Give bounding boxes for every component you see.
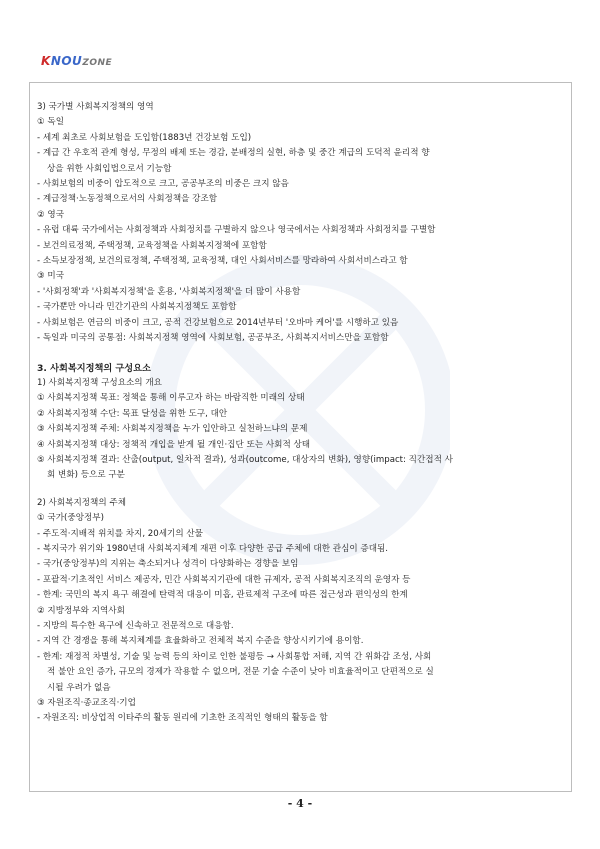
list-item: - 지방의 특수한 욕구에 신속하고 전문적으로 대응함. <box>37 621 234 631</box>
list-item: - 유럽 대륙 국가에서는 사회정책과 사회정치를 구별하지 않으나 영국에서는 사회정책과 사회정치를 구별함 <box>37 225 436 236</box>
list-item: ① 사회복지정책 목표: 정책을 통해 이루고자 하는 바람직한 미래의 상태 <box>37 393 305 404</box>
list-item: - 세계 최초로 사회보험을 도입함(1883년 건강보험 도입) <box>37 132 252 143</box>
entity-heading-state: ① 국가(중앙정부) <box>37 513 104 524</box>
document-body <box>37 100 565 727</box>
country-heading-uk: ② 영국 <box>37 209 65 220</box>
country-heading-germany: ① 독일 <box>37 117 65 128</box>
list-item: - 한계: 재정적 차별성, 기술 및 능력 등의 차이로 인한 불평등 → 사회통합 저해, 지역 간 위화감 조성, 사회 <box>37 651 432 662</box>
list-item: - 계급정책·노동정책으로서의 사회정책을 강조함 <box>37 194 218 205</box>
list-item: - 사회보험은 연금의 비중이 크고, 공적 건강보험으로 2014년부터 '오바마 케어'를 시행하고 있음 <box>37 317 399 328</box>
logo-zone: ZONE <box>82 58 113 68</box>
list-item: - 주도적·지배적 위치를 차지, 20세기의 산물 <box>37 528 203 539</box>
knouzone-logo <box>41 54 112 68</box>
subsection-title: 2) 사회복지정책의 주체 <box>37 497 126 508</box>
list-item: ④ 사회복지정책 대상: 정책적 개입을 받게 될 개인·집단 또는 사회적 상태 <box>37 439 311 450</box>
list-item: - 복지국가 위기와 1980년대 사회복지체계 재편 이후 다양한 공급 주체에 대한 관심이 증대됨. <box>37 543 389 554</box>
logo-letters-nou: NOU <box>50 54 83 68</box>
list-item: - 국가뿐만 아니라 민간기관의 사회복지정책도 포함함 <box>37 302 237 313</box>
list-item: - 소득보장정책, 보건의료정책, 주택정책, 교육정책, 대인 사회서비스를 망라하여 사회서비스라고 함 <box>37 256 408 267</box>
list-item-continuation: 회 변화) 등으로 구분 <box>47 470 125 481</box>
list-item: - 보건의료정책, 주택정책, 교육정책을 사회복지정책에 포함함 <box>37 240 267 251</box>
list-item: - '사회정책'과 '사회복지정책'을 혼용, '사회복지정책'을 더 많이 사용함 <box>37 286 301 297</box>
spacer <box>37 347 565 361</box>
list-item: - 독일과 미국의 공통점: 사회복지정책 영역에 사회보험, 공공부조, 사회복지서비스만을 포함함 <box>37 333 389 344</box>
list-item: ⑤ 사회복지정책 결과: 산출(output, 일차적 결과), 성과(outcome, 대상자의 변화), 영향(impact: 직간접적 사 <box>37 454 453 465</box>
country-heading-us: ③ 미국 <box>37 271 65 282</box>
page-number: - 4 - <box>287 797 313 810</box>
list-item-continuation: 상을 위한 사회입법으로서 기능함 <box>47 163 172 174</box>
list-item: - 한계: 국민의 복지 욕구 해결에 탄력적 대응이 미흡, 관료제적 구조에 따른 접근성과 편익성의 한계 <box>37 590 408 601</box>
list-item: - 지역 간 경쟁을 통해 복지체계를 효율화하고 전체적 복지 수준을 향상시키기에 용이함. <box>37 636 364 647</box>
list-item: ③ 사회복지정책 주체: 사회복지정책을 누가 입안하고 실천하느냐의 문제 <box>37 424 308 435</box>
list-item: - 국가(중앙정부)의 지위는 축소되거나 성격이 다양화하는 경향을 보임 <box>37 559 299 570</box>
list-item: - 계급 간 우호적 관계 형성, 무정의 배제 또는 경감, 분배정의 실현, 하층 및 중간 계급의 도덕적 윤리적 향 <box>37 148 430 159</box>
entity-heading-voluntary: ③ 자원조직·종교조직·기업 <box>37 698 136 709</box>
entity-heading-local: ② 지방정부와 지역사회 <box>37 605 125 616</box>
list-item: - 자원조직: 비상업적 이타주의 활동 원리에 기초한 조직적인 형태의 활동을 함 <box>37 713 328 724</box>
list-item: ② 사회복지정책 수단: 목표 달성을 위한 도구, 대안 <box>37 408 228 419</box>
logo-letter-k: K <box>41 54 51 68</box>
list-item: - 포괄적·기초적인 서비스 제공자, 민간 사회복지기관에 대한 규제자, 공적 사회복지조직의 운영자 등 <box>37 574 411 585</box>
list-item: - 사회보험의 비중이 압도적으로 크고, 공공부조의 비중은 크지 않음 <box>37 179 289 190</box>
section-title: 3) 국가별 사회복지정책의 영역 <box>37 102 154 112</box>
spacer <box>37 484 565 496</box>
list-item-continuation: 적 불안 요인 증가, 규모의 경제가 작용할 수 없으며, 전문 기술 수준이 낮아 비효율적이고 단편적으로 실 <box>47 667 434 678</box>
list-item-continuation: 시될 우려가 없음 <box>47 682 111 693</box>
chapter-title: 3. 사회복지정책의 구성요소 <box>37 362 151 374</box>
subsection-title: 1) 사회복지정책 구성요소의 개요 <box>37 377 162 388</box>
